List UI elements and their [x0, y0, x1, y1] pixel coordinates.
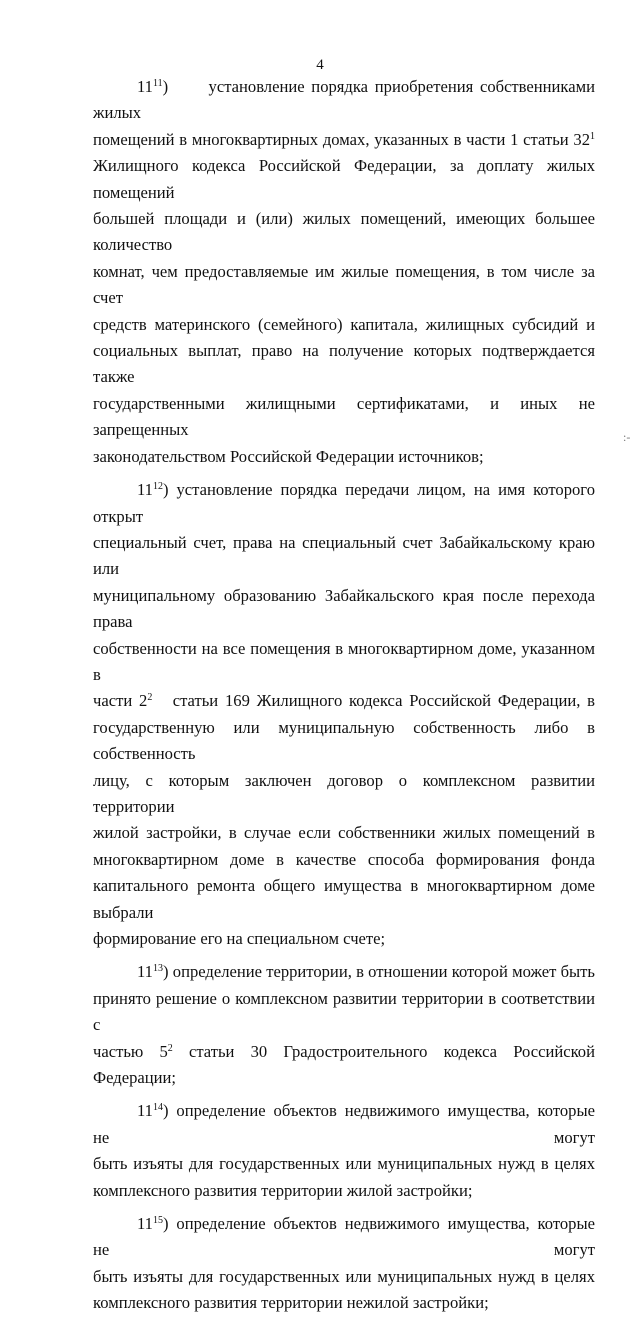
item-superscript: 11 [152, 78, 163, 89]
item-text: определение территории, в отношении которой может быть [172, 962, 595, 982]
paragraph-line: частью $5^2$ статьи 30 Градостроительного кодекса Российской Федерации; [93, 1041, 595, 1088]
paragraph-11-13-line-1: $11^{13}$) определение территории, в отношении которой может быть [137, 962, 595, 982]
paragraph-line: комплексного развития территории нежилой застройки; [93, 1293, 489, 1313]
item-number: 11 [137, 1214, 153, 1234]
item-number: 11 [137, 1101, 153, 1121]
superscript: 2 [167, 1042, 173, 1054]
paragraph-line: принято решение о комплексном развитии территории в соответствии с [93, 988, 595, 1035]
paragraph-line: муниципальному образованию Забайкальского края после перехода права [93, 585, 595, 632]
paragraph-line: государственными жилищными сертификатами, и иных не запрещенных [93, 393, 595, 440]
paragraph-11-11-line-1: $11^{11}$) установление порядка приобретения собственниками жилых [93, 77, 595, 123]
item-superscript: 15 [152, 1215, 163, 1227]
paragraph-line: формирование его на специальном счете; [93, 929, 386, 948]
paragraph-line: многоквартирном доме в качестве способа формирования фонда [93, 849, 595, 869]
superscript: 1 [590, 130, 595, 142]
paragraph-line: комплексного развития территории жилой застройки; [93, 1180, 473, 1200]
paragraph-line: лицу, с которым заключен договор о комплексном развитии территории [93, 770, 595, 816]
item-text: определение объектов недвижимого имущества, которые не могут [93, 1101, 595, 1147]
paragraph-11-12-line-1: $11^{12}$) установление порядка передачи лицом, на имя которого открыт [93, 480, 595, 526]
paragraph-line: специальный счет, права на специальный счет Забайкальскому краю или [93, 532, 595, 579]
paragraph-line: собственности на все помещения в многоквартирном доме, указанном в [93, 638, 595, 684]
paragraph-line: Жилищного кодекса Российской Федерации, за доплату жилых помещений [93, 156, 595, 202]
item-number: 11 [137, 962, 153, 982]
margin-mark: :- [623, 430, 631, 444]
paragraph-11-14-line-1: $11^{14}$) определение объектов недвижимого имущества, которые не могут [93, 1101, 595, 1147]
paragraph-line: средств материнского (семейного) капитала, жилищных субсидий и [93, 314, 595, 334]
item-superscript: 12 [152, 481, 163, 493]
item-number: 11 [137, 77, 153, 96]
paragraph-line: помещений в многоквартирных домах, указанных в части 1 статьи $32^1$ [93, 129, 595, 149]
paragraph-line: части $2^2$ статьи 169 Жилищного кодекса Российской Федерации, в [93, 691, 596, 711]
page-number: 4 [316, 57, 324, 73]
paragraph-line: комнат, чем предоставляемые им жилые помещения, в том числе за счет [93, 261, 595, 308]
paragraph-line: капитального ремонта общего имущества в многоквартирном доме выбрали [93, 876, 595, 922]
paragraph-line: законодательством Российской Федерации источников; [93, 446, 484, 466]
paragraph-line: жилой застройки, в случае если собственники жилых помещений в [93, 823, 595, 843]
superscript: 2 [147, 692, 153, 704]
paragraph-line: большей площади и (или) жилых помещений, имеющих большее количество [93, 209, 595, 255]
paragraph-line: быть изъяты для государственных или муниципальных нужд в целях [93, 1266, 595, 1286]
paragraph-11-15-line-1: $11^{15}$) определение объектов недвижимого имущества, которые не могут [93, 1214, 595, 1260]
item-text: определение объектов недвижимого имущества, которые не могут [93, 1214, 595, 1260]
item-superscript: 13 [152, 963, 163, 975]
document-body [93, 74, 595, 1317]
paragraph-line: социальных выплат, право на получение которых подтверждается также [93, 341, 595, 387]
item-number: 11 [137, 480, 153, 500]
item-text: установление порядка приобретения собственниками жилых [93, 77, 595, 123]
paragraph-line: государственную или муниципальную собственность либо в собственность [93, 717, 595, 764]
item-superscript: 14 [152, 1102, 163, 1114]
item-text: установление порядка передачи лицом, на имя которого открыт [93, 480, 595, 526]
paragraph-line: быть изъяты для государственных или муниципальных нужд в целях [93, 1154, 595, 1174]
